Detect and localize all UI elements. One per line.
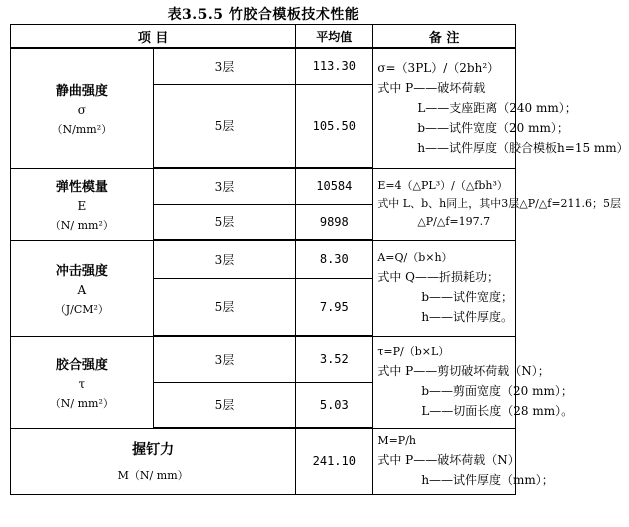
layer-cell: 5层 xyxy=(153,84,296,168)
avg-cell: 105.50 xyxy=(296,84,373,168)
note-line: A=Q/（b×h） xyxy=(377,251,453,264)
table-row xyxy=(11,48,516,84)
table-title: 表3.5.5 竹胶合模板技术性能 xyxy=(167,7,360,23)
item-cell xyxy=(11,428,296,494)
note-line: b——剪面宽度（20 mm）； xyxy=(421,384,573,398)
note-cell xyxy=(373,336,574,428)
header-avg: 平均值 xyxy=(296,25,373,49)
item-cell xyxy=(11,48,154,168)
note-line: h——试件厚度（mm）； xyxy=(421,473,554,487)
layer-cell: 5层 xyxy=(153,278,296,336)
item-unit: （J/CM²） xyxy=(54,302,109,316)
table-row xyxy=(11,240,516,278)
note-cell xyxy=(373,428,554,494)
note-cell xyxy=(373,240,516,336)
item-name: 胶合强度 xyxy=(55,357,108,373)
note-line: τ=P/（b×L） xyxy=(377,345,450,358)
layer-cell: 5层 xyxy=(153,382,296,428)
note-line: △P/△f=197.7 xyxy=(417,215,491,228)
header-note: 备 注 xyxy=(373,25,516,49)
item-name: 弹性模量 xyxy=(55,179,108,195)
note-line: 式中 P——破坏荷载 xyxy=(377,81,486,96)
avg-cell: 7.95 xyxy=(296,278,373,336)
item-cell xyxy=(11,336,154,428)
avg-cell: 10584 xyxy=(296,168,373,204)
item-symbol: A xyxy=(77,282,87,297)
note-line: L——切面长度（28 mm）。 xyxy=(421,404,574,418)
note-line: h——试件厚度（胶合模板h=15 mm） xyxy=(417,141,629,156)
layer-cell: 5层 xyxy=(153,204,296,240)
avg-cell: 5.03 xyxy=(296,382,373,428)
item-symbol: σ xyxy=(77,102,86,117)
table-row xyxy=(11,168,516,204)
note-line: 式中 Q——折损耗功； xyxy=(377,270,499,284)
table-row xyxy=(11,336,516,382)
note-line: 式中 P——剪切破坏荷载（N）； xyxy=(377,364,550,378)
avg-cell: 3.52 xyxy=(296,336,373,382)
item-name: 握钉力 xyxy=(132,442,175,459)
note-line: b——试件宽度（20 mm）； xyxy=(417,121,569,136)
table-row xyxy=(11,428,516,494)
note-cell xyxy=(373,48,629,168)
header-item: 项 目 xyxy=(11,25,296,49)
item-name: 冲击强度 xyxy=(55,263,108,279)
item-unit: （N/ mm²） xyxy=(49,218,114,232)
avg-cell: 113.30 xyxy=(296,48,373,84)
item-cell xyxy=(11,240,154,336)
note-line: E=4（△PL³）/（△fbh³） xyxy=(377,179,508,192)
layer-cell: 3层 xyxy=(153,48,296,84)
note-line: h——试件厚度。 xyxy=(421,310,514,324)
item-symbol: τ xyxy=(78,376,86,391)
properties-table xyxy=(10,24,629,495)
avg-cell: 8.30 xyxy=(296,240,373,278)
layer-cell: 3层 xyxy=(153,168,296,204)
item-unit: （N/ mm²） xyxy=(49,396,114,410)
note-line: M=P/h xyxy=(377,434,416,447)
note-line: σ=（3PL）/（2bh²） xyxy=(377,61,500,76)
note-line: 式中 L、b、h同上，其中3层△P/△f=211.6；5层 xyxy=(377,197,622,210)
note-line: b——试件宽度； xyxy=(421,290,513,304)
header-row xyxy=(11,25,516,49)
item-cell xyxy=(11,168,154,240)
item-unit: （N/mm²） xyxy=(51,122,113,136)
note-line: 式中 P——破坏荷载（N） xyxy=(377,453,520,467)
layer-cell: 3层 xyxy=(153,240,296,278)
avg-cell: 241.10 xyxy=(296,428,373,494)
layer-cell: 3层 xyxy=(153,336,296,382)
item-name: 静曲强度 xyxy=(55,83,108,99)
note-cell xyxy=(373,168,622,240)
avg-cell: 9898 xyxy=(296,204,373,240)
item-symbol: E xyxy=(77,198,87,213)
item-unit: M（N/ mm） xyxy=(117,469,189,483)
note-line: L——支座距离（240 mm）； xyxy=(417,101,577,116)
